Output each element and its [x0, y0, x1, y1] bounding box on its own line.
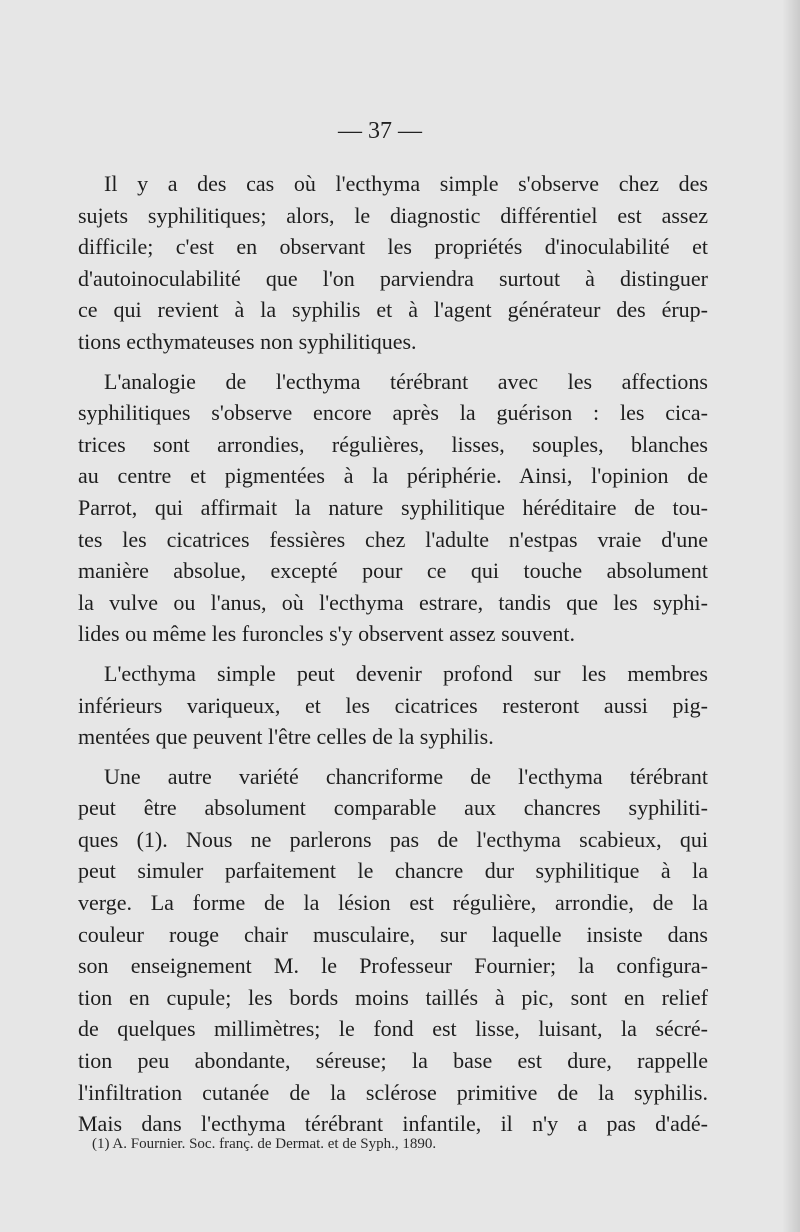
text-line: l'infiltration cutanée de la sclérose primitive de la syphilis. [78, 1079, 708, 1105]
text-line: son enseignement M. le Professeur Fournier; la configura- [78, 953, 708, 979]
text-line: sujets syphilitiques; alors, le diagnostic différentiel est assez [78, 202, 708, 228]
page-edge-shadow [782, 0, 800, 1232]
body-text [78, 168, 708, 1140]
text-line: lides ou même les furoncles s'y observent assez souvent. [78, 621, 576, 647]
text-line: mentées que peuvent l'être celles de la syphilis. [78, 724, 494, 750]
text-line: inférieurs variqueux, et les cicatrices resteront aussi pig- [78, 692, 708, 718]
paragraph-4 [78, 761, 708, 1140]
text-line: tes les cicatrices fessières chez l'adulte n'estpas vraie d'une [78, 526, 708, 552]
text-line: manière absolue, excepté pour ce qui touche absolument [78, 558, 708, 584]
text-line: Une autre variété chancriforme de l'ecthyma térébrant [104, 763, 708, 789]
page-number: — 37 — [338, 118, 422, 144]
text-line: la vulve ou l'anus, où l'ecthyma estrare, tandis que les syphi- [78, 589, 708, 615]
footnote: (1) A. Fournier. Soc. franç. de Dermat. et de Syph., 1890. [92, 1136, 437, 1152]
text-line: tion peu abondante, séreuse; la base est dure, rappelle [78, 1048, 708, 1074]
text-line: de quelques millimètres; le fond est lisse, luisant, la sécré- [78, 1016, 708, 1042]
text-line: couleur rouge chair musculaire, sur laquelle insiste dans [78, 921, 708, 947]
text-line: verge. La forme de la lésion est régulière, arrondie, de la [78, 890, 708, 916]
text-line: trices sont arrondies, régulières, lisses, souples, blanches [78, 431, 708, 457]
text-line: Mais dans l'ecthyma térébrant infantile, il n'y a pas d'adé- [78, 1111, 708, 1137]
text-line: L'analogie de l'ecthyma térébrant avec les affections [104, 368, 708, 394]
text-line: Parrot, qui affirmait la nature syphilitique héréditaire de tou- [78, 494, 708, 520]
text-line: au centre et pigmentées à la périphérie. Ainsi, l'opinion de [78, 463, 708, 489]
text-line: syphilitiques s'observe encore après la guérison : les cica- [78, 400, 708, 426]
text-line: L'ecthyma simple peut devenir profond sur les membres [104, 660, 708, 686]
text-line: ques (1). Nous ne parlerons pas de l'ecthyma scabieux, qui [78, 826, 708, 852]
paragraph-1 [78, 168, 708, 358]
text-line: tions ecthymateuses non syphilitiques. [78, 328, 417, 354]
text-line: peut simuler parfaitement le chancre dur syphilitique à la [78, 858, 708, 884]
paragraph-2 [78, 366, 708, 650]
text-line: d'autoinoculabilité que l'on parviendra surtout à distinguer [78, 265, 708, 291]
text-line: tion en cupule; les bords moins taillés à pic, sont en relief [78, 984, 708, 1010]
text-line: Il y a des cas où l'ecthyma simple s'observe chez des [104, 171, 708, 196]
text-line: ce qui revient à la syphilis et à l'agent générateur des érup- [78, 297, 708, 323]
text-line: peut être absolument comparable aux chancres syphiliti- [78, 795, 708, 821]
paragraph-3 [78, 658, 708, 753]
text-line: difficile; c'est en observant les propriétés d'inoculabilité et [78, 234, 708, 260]
